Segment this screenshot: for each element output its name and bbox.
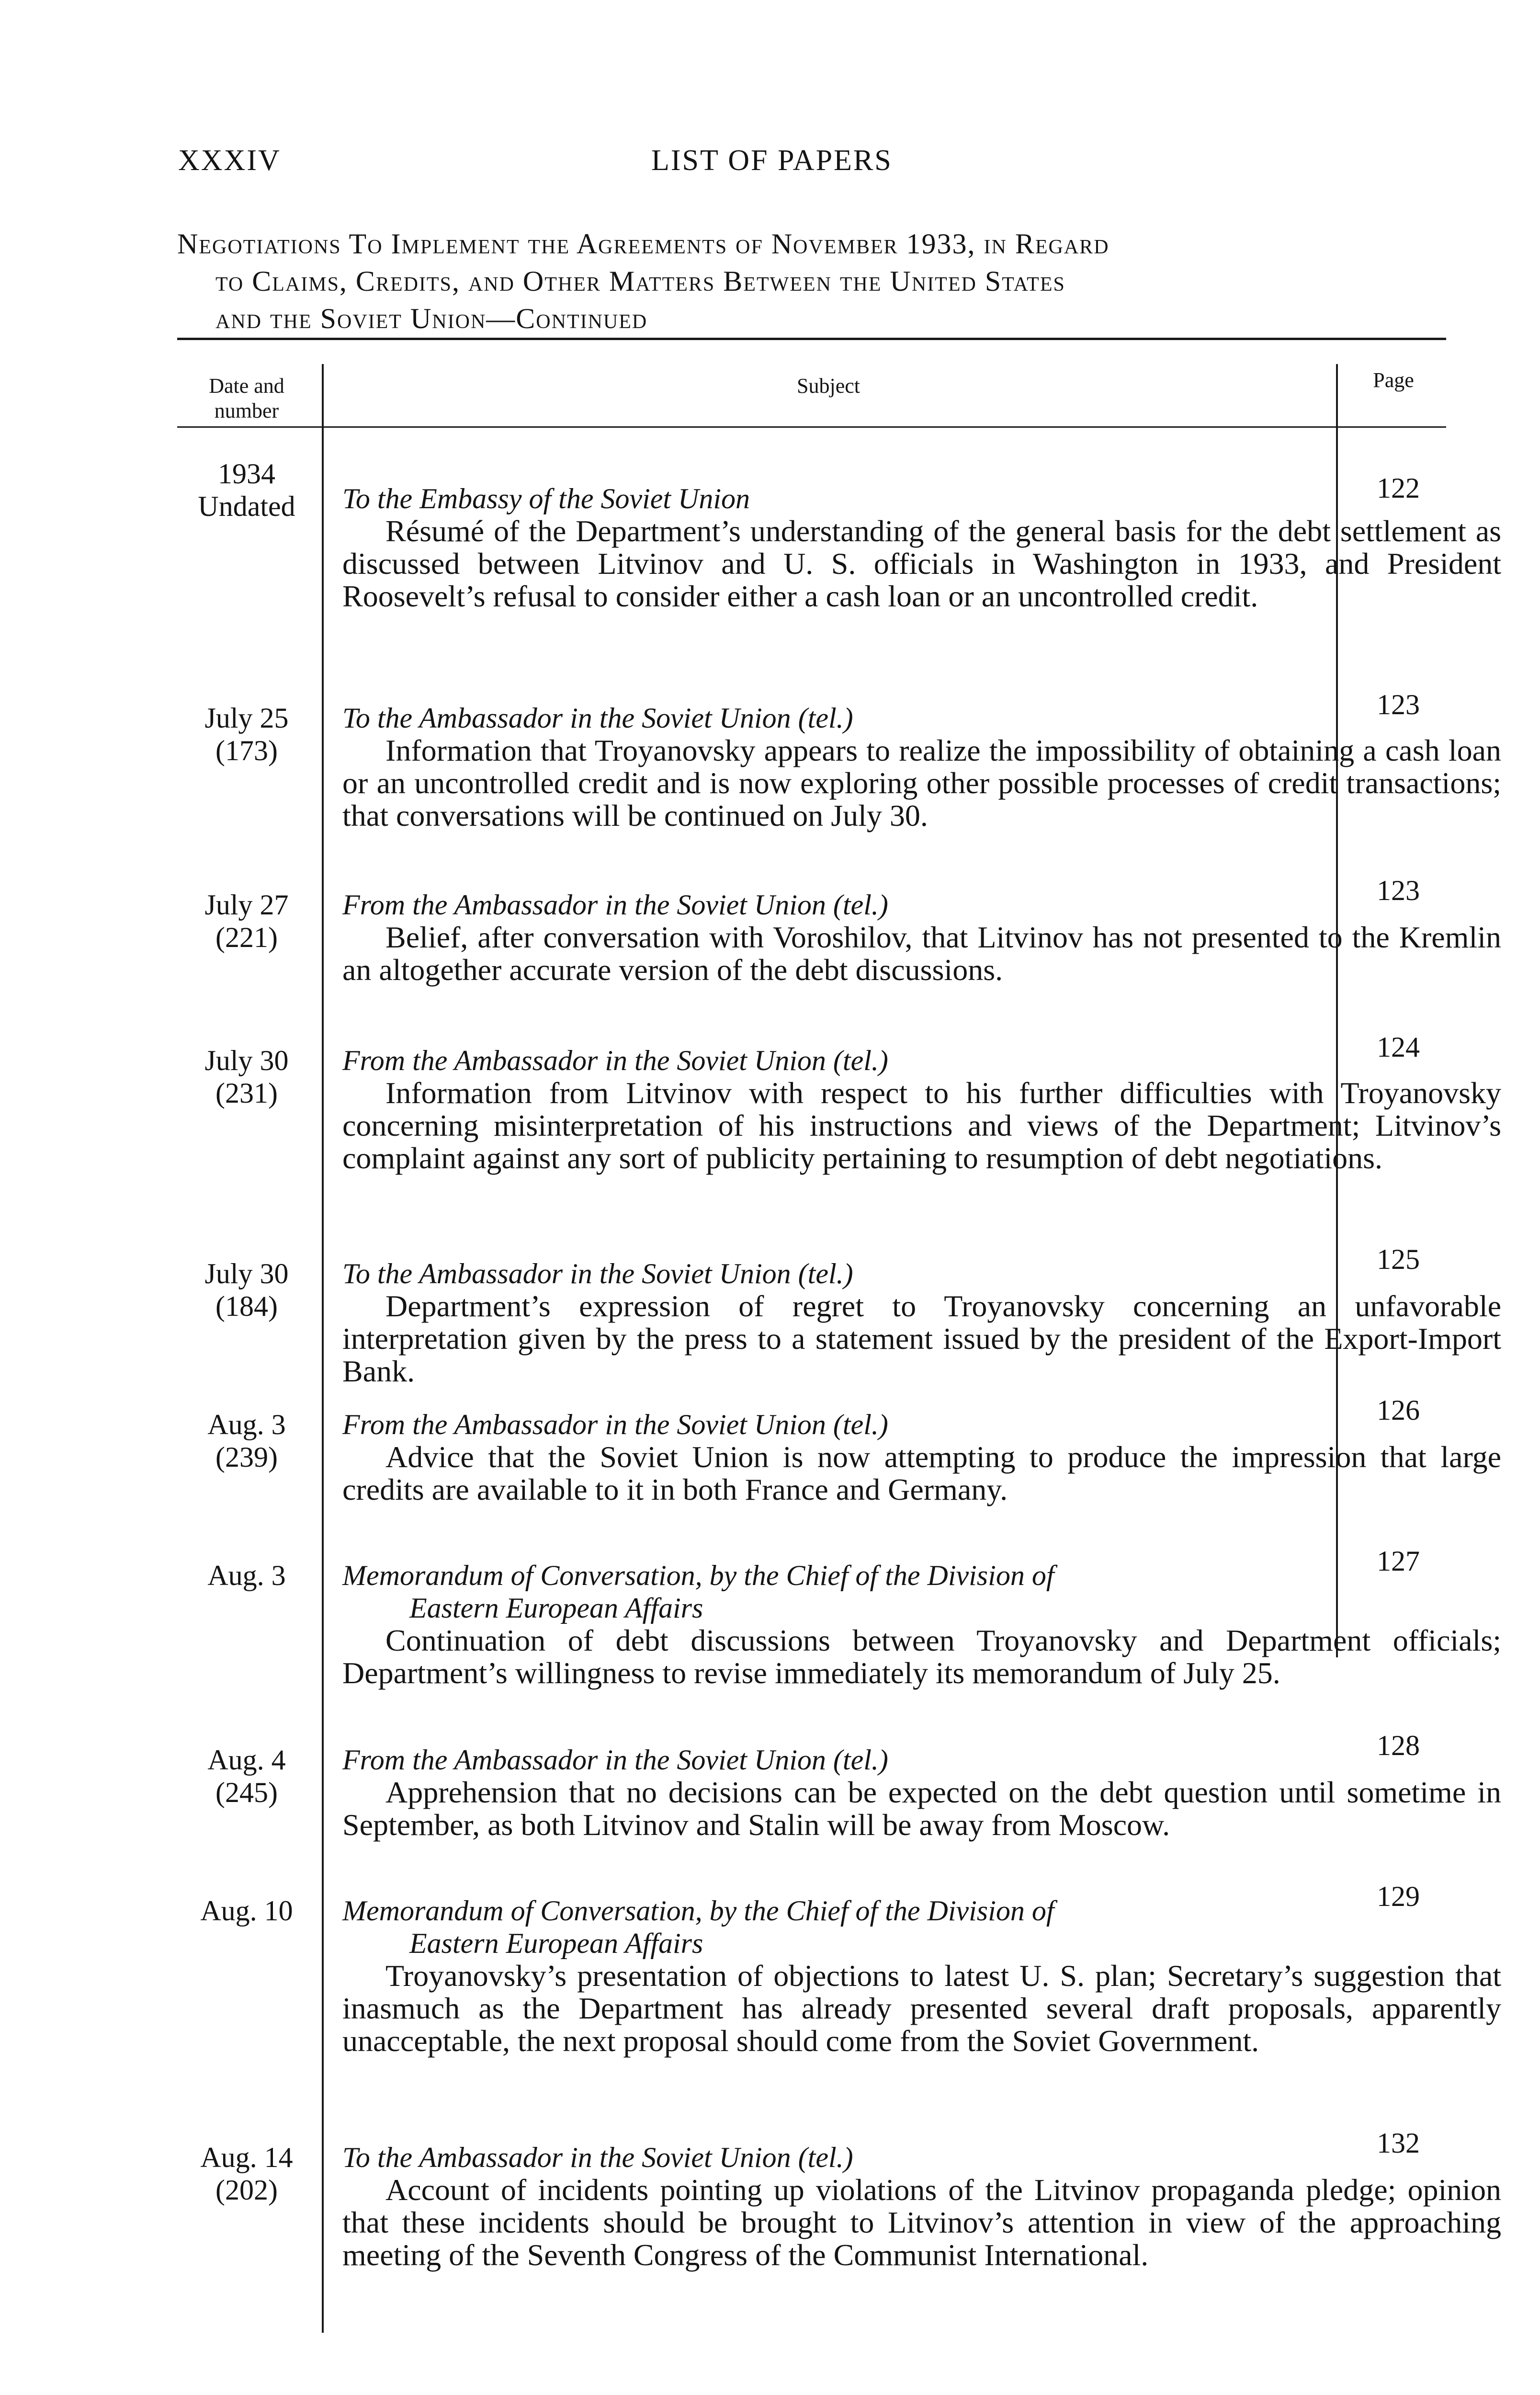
column-header-date-line: Date and xyxy=(209,374,284,398)
entry-subject xyxy=(342,2141,1501,2271)
entry-heading-continued: Eastern European Affairs xyxy=(409,1592,703,1624)
entry-date xyxy=(177,1744,316,1809)
entry-subject xyxy=(342,482,1501,613)
entry-date-line: Aug. 10 xyxy=(200,1895,293,1927)
entry-date xyxy=(177,889,316,954)
entry-date xyxy=(177,1559,316,1592)
entry-page: 123 xyxy=(1377,689,1420,720)
header-rule xyxy=(177,426,1446,428)
entry-heading: From the Ambassador in the Soviet Union (tel.) xyxy=(342,1409,888,1440)
entry-date-line: Aug. 3 xyxy=(207,1409,286,1440)
entry-heading: From the Ambassador in the Soviet Union (tel.) xyxy=(342,889,888,921)
entry-heading-continued: Eastern European Affairs xyxy=(409,1927,703,1959)
entry-heading: To the Ambassador in the Soviet Union (tel.) xyxy=(342,1258,853,1289)
entry-page: 128 xyxy=(1377,1730,1420,1761)
entry-description: Belief, after conversation with Voroshilov, that Litvinov has not presented to the Kremlin an altogether accurate version of the debt discussions. xyxy=(342,920,1501,987)
entry-date xyxy=(177,1894,316,1927)
entry-page: 126 xyxy=(1377,1394,1420,1426)
entry-heading: To the Ambassador in the Soviet Union (tel.) xyxy=(342,702,853,734)
column-header-subject: Subject xyxy=(797,374,860,398)
entry-page: 129 xyxy=(1377,1881,1420,1912)
entry-subject xyxy=(342,1257,1501,1388)
entry-date-line: July 30 xyxy=(204,1258,289,1289)
entry-page: 124 xyxy=(1377,1031,1420,1063)
section-title xyxy=(177,225,1451,337)
entry-page: 127 xyxy=(1377,1545,1420,1577)
entry-heading: From the Ambassador in the Soviet Union (tel.) xyxy=(342,1744,888,1776)
entry-date-line: July 30 xyxy=(204,1045,289,1076)
entry-subject xyxy=(342,1894,1501,2057)
entry-page: 125 xyxy=(1377,1243,1420,1275)
entry-description: Résumé of the Department’s understanding of the general basis for the debt settlement as discussed between Litvinov and U. S. officials in Washington in 1933, and President Roosevelt’s refusal to consider either a cash loan or an uncontrolled credit. xyxy=(342,514,1501,613)
entry-date xyxy=(177,1408,316,1473)
entry-description: Information from Litvinov with respect to his further difficulties with Troyanovsky concerning misinterpretation of his instructions and views of the Department; Litvinov’s complaint against any sort of publicity pertaining to resumption of debt negotiations. xyxy=(342,1076,1501,1175)
entry-subject xyxy=(342,1559,1501,1689)
entry-description: Troyanovsky’s presentation of objections to latest U. S. plan; Secretary’s suggestion that inasmuch as the Department has already presented several draft proposals, apparently unacceptable, the next proposal should come from the Soviet Government. xyxy=(342,1959,1501,2058)
entry-description: Continuation of debt discussions between Troyanovsky and Department officials; Department’s willingness to revise immediately its memorandum of July 25. xyxy=(342,1623,1501,1690)
entry-date xyxy=(177,457,316,523)
page-number: XXXIV xyxy=(178,144,281,177)
entry-date-line: 1934 xyxy=(218,458,275,490)
entry-date xyxy=(177,1044,316,1109)
section-title-line: Negotiations To Implement the Agreements of November 1933, in Regard xyxy=(177,228,1110,260)
entry-number: (231) xyxy=(215,1077,278,1109)
entry-subject xyxy=(342,889,1501,986)
entry-date xyxy=(177,1257,316,1323)
entry-number: (173) xyxy=(215,735,278,766)
section-title-line: to Claims, Credits, and Other Matters Between the United States xyxy=(215,265,1065,297)
entry-date-line: Aug. 14 xyxy=(200,2142,293,2173)
entry-page: 123 xyxy=(1377,875,1420,906)
column-header-page: Page xyxy=(1373,368,1414,392)
entry-heading: Memorandum of Conversation, by the Chief of the Division of xyxy=(342,1895,1054,1927)
entry-date-line: July 27 xyxy=(204,889,289,921)
entry-description: Apprehension that no decisions can be expected on the debt question until sometime in September, as both Litvinov and Stalin will be away from Moscow. xyxy=(342,1775,1501,1842)
entry-date-line: Aug. 4 xyxy=(207,1744,286,1776)
entry-heading: To the Ambassador in the Soviet Union (tel.) xyxy=(342,2142,853,2173)
section-title-line: and the Soviet Union—Continued xyxy=(215,303,648,334)
column-divider-left xyxy=(322,364,324,2333)
entry-heading: To the Embassy of the Soviet Union xyxy=(342,483,750,514)
entry-heading: Memorandum of Conversation, by the Chief of the Division of xyxy=(342,1560,1054,1591)
entry-date-line: Aug. 3 xyxy=(207,1560,286,1591)
running-header-title: LIST OF PAPERS xyxy=(651,144,893,177)
entry-description: Advice that the Soviet Union is now attempting to produce the impression that large credits are available to it in both France and Germany. xyxy=(342,1440,1501,1506)
entry-subject xyxy=(342,702,1501,832)
entry-page: 122 xyxy=(1377,472,1420,504)
entry-number: Undated xyxy=(198,490,295,522)
top-rule xyxy=(177,338,1446,340)
entry-number: (245) xyxy=(215,1777,278,1808)
entry-subject xyxy=(342,1744,1501,1841)
entry-date xyxy=(177,2141,316,2206)
entry-description: Department’s expression of regret to Troyanovsky concerning an unfavorable interpretation given by the press to a statement issued by the president of the Export-Import Bank. xyxy=(342,1289,1501,1388)
entry-date-line: July 25 xyxy=(204,702,289,734)
entry-page: 132 xyxy=(1377,2127,1420,2159)
entry-subject xyxy=(342,1408,1501,1506)
entry-subject xyxy=(342,1044,1501,1175)
entry-date xyxy=(177,702,316,767)
entry-number: (239) xyxy=(215,1441,278,1473)
entry-heading: From the Ambassador in the Soviet Union (tel.) xyxy=(342,1045,888,1076)
column-header-date xyxy=(177,374,316,423)
entry-number: (202) xyxy=(215,2174,278,2206)
entry-description: Information that Troyanovsky appears to realize the impossibility of obtaining a cash loan or an uncontrolled credit and is now exploring other possible processes of credit transactions; that conversations will be continued on July 30. xyxy=(342,733,1501,833)
column-header-date-line: number xyxy=(214,399,279,422)
entry-description: Account of incidents pointing up violations of the Litvinov propaganda pledge; opinion that these incidents should be brought to Litvinov’s attention in view of the approaching meeting of the Seventh Congress of the Communist International. xyxy=(342,2173,1501,2272)
entry-number: (221) xyxy=(215,922,278,953)
entry-number: (184) xyxy=(215,1290,278,1322)
